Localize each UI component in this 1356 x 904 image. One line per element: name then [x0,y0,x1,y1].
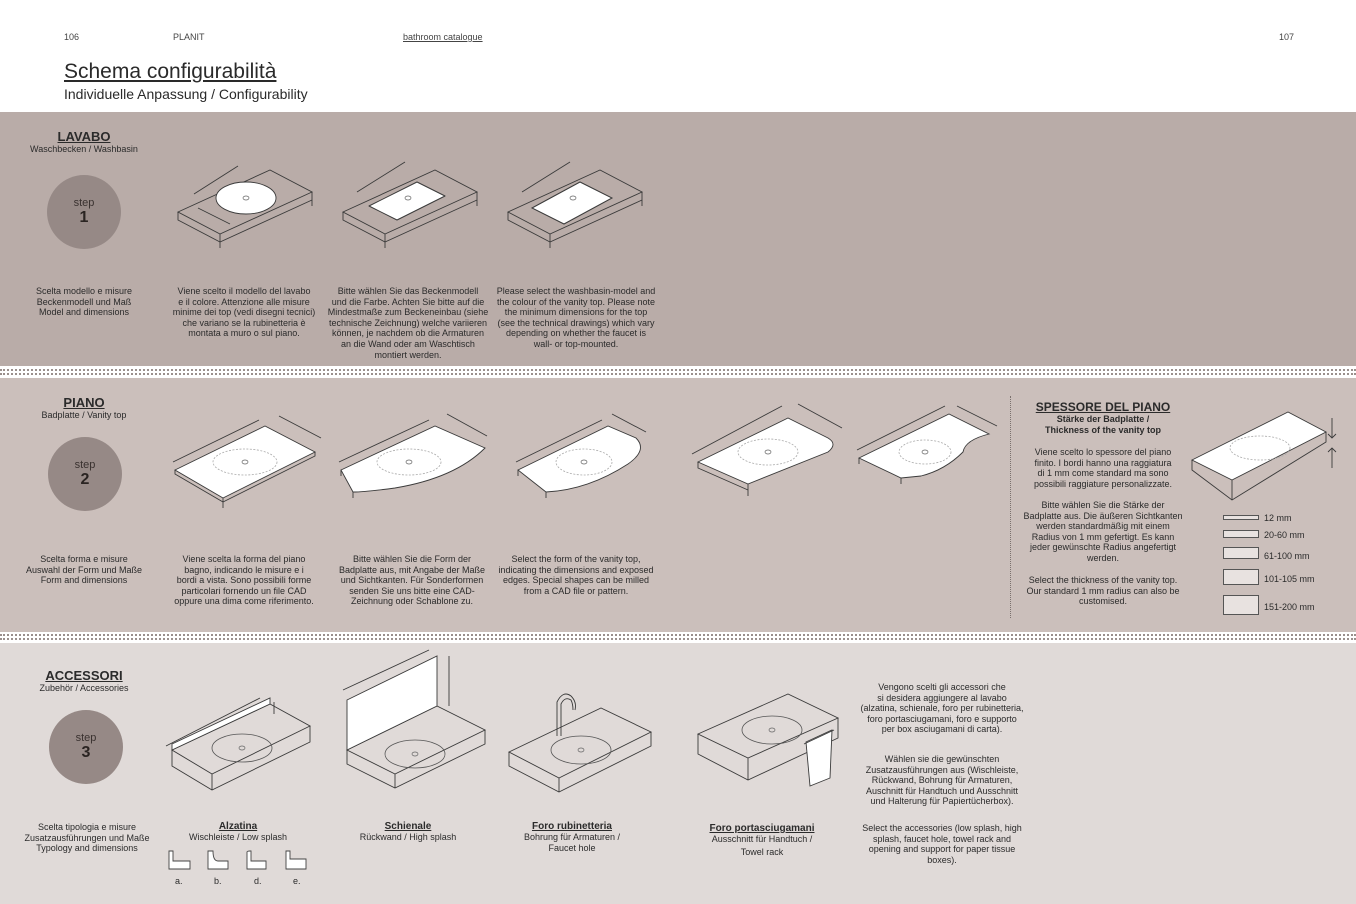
item-subtitle: Towel rack [740,846,784,857]
step-3-badge [49,710,123,784]
vanity-top-curved-drawing [335,408,495,508]
text-line: Bitte wählen Sie die Form der [352,554,472,564]
accessori-text-it [858,682,1026,735]
vanity-top-notched-drawing [855,400,1005,490]
text-line: the colour of the vanity top. Please note [496,296,656,307]
text-line: oppure una dima come riferimento. [174,596,314,607]
thickness-text-de [1020,500,1186,564]
high-splash-drawing [335,650,495,790]
towel-rack-drawing [692,690,852,800]
thickness-subtitle: Stärke der Badplatte / [1056,414,1150,424]
lavabo-subtitle: Waschbecken / Washbasin [30,144,138,154]
text-line: from a CAD file or pattern. [523,585,629,596]
step-word: step [73,197,95,209]
vanity-top-rect-drawing [165,408,325,513]
profile-label-a: a. [175,876,183,886]
text-line: finito. I bordi hanno una raggiatura [1034,457,1172,468]
step-1-badge [47,175,121,249]
lavabo-text-en [493,286,659,350]
item-subtitle: Rückwand / High splash [359,832,457,842]
thickness-swatch [1223,595,1259,615]
step-word: step [74,459,96,471]
item-faucet-hole [502,821,642,853]
text-line: Viene scelta la forma del piano [182,554,306,564]
page-title: Schema configurabilità [64,60,277,83]
text-line: depending on whether the faucet is [505,328,647,339]
washbasin-square-drawing [500,150,650,250]
item-subtitle: Bohrung für Armaturen / [523,832,621,842]
text-line: possibili raggiature personalizzate. [1033,478,1173,489]
page-subtitle: Individuelle Anpassung / Configurability [64,86,308,102]
text-line: können, je nachdem ob die Armaturen [331,328,485,339]
text-line: Select the accessories (low splash, high [862,823,1022,833]
text-line: und Halterung für Papiertücherbox). [870,796,1014,807]
washbasin-oval-drawing [170,150,320,250]
text-line: foro portasciugamani, foro e supporto [867,713,1017,724]
step-word: step [75,732,97,744]
text-line: Viene scelto lo spessore del piano [1034,447,1172,457]
vanity-top-round-drawing [508,408,658,508]
item-low-splash [168,821,308,843]
text-line: di 1 mm come standard ma sono [1037,468,1169,479]
piano-text-de [332,554,492,607]
divider [0,634,1356,636]
faucet-hole-drawing [505,690,655,800]
caption-line: Beckenmodell und Maß [36,296,132,307]
piano-title: PIANO [63,395,105,410]
text-line: montiert werden. [374,349,442,360]
accessori-title: ACCESSORI [45,668,123,683]
thickness-swatch [1223,547,1259,559]
caption-line: Typology and dimensions [36,843,138,854]
caption-line: Scelta tipologia e misure [37,822,137,832]
text-line: jeder gewünschte Radius angefertigt [1029,542,1177,553]
item-title: Schienale [384,821,432,832]
thickness-option: 61-100 mm [1264,551,1310,561]
divider [0,369,1356,371]
caption-line: Zusatzausführungen und Maße [24,832,150,843]
thickness-option: 20-60 mm [1264,530,1305,540]
text-line: (alzatina, schienale, foro per rubinetteria, [860,703,1024,714]
lavabo-caption [20,286,148,318]
text-line: Bitte wählen Sie das Beckenmodell [337,286,479,296]
page-number-right: 107 [1279,32,1295,42]
accessori-text-en [858,823,1026,865]
text-line: indicating the dimensions and exposed [498,564,654,575]
text-line: bagno, indicando le misure e i [184,564,304,575]
step-number: 1 [79,209,89,226]
item-title: Foro portasciugamani [709,823,815,834]
caption-line: Auswahl der Form und Maße [25,564,143,575]
text-line: bordi a vista. Sono possibili forme [176,575,312,586]
text-line: werden. [1086,552,1120,563]
text-line: per box asciugamani di carta). [881,724,1003,735]
text-line: Select the thickness of the vanity top. [1028,575,1178,585]
thickness-option: 101-105 mm [1264,574,1315,584]
profile-label-b: b. [214,876,222,886]
text-line: Badplatte aus, mit Angabe der Maße [338,564,486,575]
piano-text-it [168,554,320,607]
thickness-option: 12 mm [1264,513,1292,523]
lavabo-text-de [325,286,491,360]
text-line: Auschnitt für Handtuch und Ausschnitt [865,785,1019,796]
lavabo-title: LAVABO [57,129,111,144]
item-subtitle: Ausschnitt für Handtuch / [711,834,813,844]
catalogue-label: bathroom catalogue [403,32,483,42]
text-line: edges. Special shapes can be milled [502,575,650,586]
caption-line: Form and dimensions [40,575,128,586]
accessori-text-de [858,754,1026,807]
text-line: si desidera aggiungere al lavabo [877,692,1007,703]
text-line: the minimum dimensions for the top [504,307,648,318]
text-line: boxes). [927,854,957,865]
text-line: che variano se la rubinetteria è [182,317,306,328]
text-line: Mindestmaße zum Beckeneinbau (siehe [327,307,489,318]
caption-line: Model and dimensions [38,307,130,318]
thickness-title: SPESSORE DEL PIANO [1035,400,1171,414]
text-line: Select the form of the vanity top, [511,554,641,564]
thickness-subtitle: Thickness of the vanity top [1044,424,1162,435]
text-line: montata a muro o sul piano. [188,328,300,339]
piano-heading [20,395,148,420]
item-title: Alzatina [218,821,258,832]
washbasin-rect-drawing [335,150,485,250]
text-line: technische Zeichnung) welche variieren [328,317,488,328]
lavabo-heading [20,129,148,154]
thickness-option: 151-200 mm [1264,602,1315,612]
text-line: werden standardmäßig mit einem [1036,521,1170,532]
item-subtitle: Wischleiste / Low splash [188,832,288,842]
item-title: Foro rubinetteria [531,821,612,832]
thickness-divider [1010,396,1011,618]
thickness-heading [1020,400,1186,435]
item-towel-rack [690,823,834,857]
text-line: opening and support for paper tissue [868,844,1016,855]
divider [0,638,1356,640]
low-splash-drawing [160,690,320,805]
vanity-top-rounded-corner-drawing [688,400,848,500]
text-line: Viene scelto il modello del lavabo [177,286,311,296]
piano-text-en [494,554,658,596]
text-line: minime dei top (vedi disegni tecnici) [172,307,316,318]
thickness-swatch [1223,515,1259,520]
accessori-caption [20,822,154,854]
text-line: customised. [1078,596,1128,607]
text-line: an die Wand oder am Waschtisch [341,338,475,349]
text-line: Our standard 1 mm radius can also be [1026,585,1180,596]
text-line: particolari fornendo un file CAD [181,585,307,596]
thickness-text-en [1020,575,1186,607]
text-line: e il colore. Attenzione alle misure [178,296,310,307]
text-line: Radius von 1 mm gefertigt. Es kann [1031,531,1175,542]
piano-subtitle: Badplatte / Vanity top [41,410,127,420]
thickness-swatch [1223,569,1259,585]
text-line: Zeichnung oder Schablone zu. [350,596,474,607]
text-line: Bitte wählen Sie die Stärke der [1041,500,1165,510]
brand-name: PLANIT [173,32,205,42]
text-line: wall- or top-mounted. [533,338,619,349]
text-line: Please select the washbasin-model and [496,286,656,296]
text-line: (see the technical drawings) which vary [497,317,655,328]
step-number: 3 [81,744,91,761]
item-subtitle: Faucet hole [548,842,596,853]
step-number: 2 [80,471,90,488]
text-line: Zusatzausführungen aus (Wischleiste, [865,764,1019,775]
step-2-badge [48,437,122,511]
thickness-swatch [1223,530,1259,538]
text-line: und die Farbe. Achten Sie bitte auf die [331,296,485,307]
text-line: Wählen sie die gewünschten [884,754,1000,764]
text-line: und Sichtkanten. Für Sonderformen [340,575,484,586]
thickness-text-it [1020,447,1186,489]
profile-label-e: e. [293,876,301,886]
page-number-left: 106 [64,32,80,42]
profile-icons [166,849,311,873]
text-line: Rückwand, Bohrung für Armaturen, [871,775,1013,786]
accessori-heading [20,668,148,693]
caption-line: Scelta modello e misure [35,286,133,296]
divider [0,373,1356,375]
caption-line: Scelta forma e misure [40,554,128,564]
profile-label-d: d. [254,876,262,886]
text-line: Vengono scelti gli accessori che [878,682,1006,692]
piano-caption [20,554,148,586]
thickness-slab-drawing [1188,408,1338,503]
lavabo-text-it [168,286,320,339]
item-high-splash [338,821,478,843]
accessori-subtitle: Zubehör / Accessories [39,683,129,693]
text-line: Badplatte aus. Die äußeren Sichtkanten [1023,510,1183,521]
text-line: senden Sie uns bitte eine CAD- [349,585,475,596]
text-line: splash, faucet hole, towel rack and [872,833,1012,844]
